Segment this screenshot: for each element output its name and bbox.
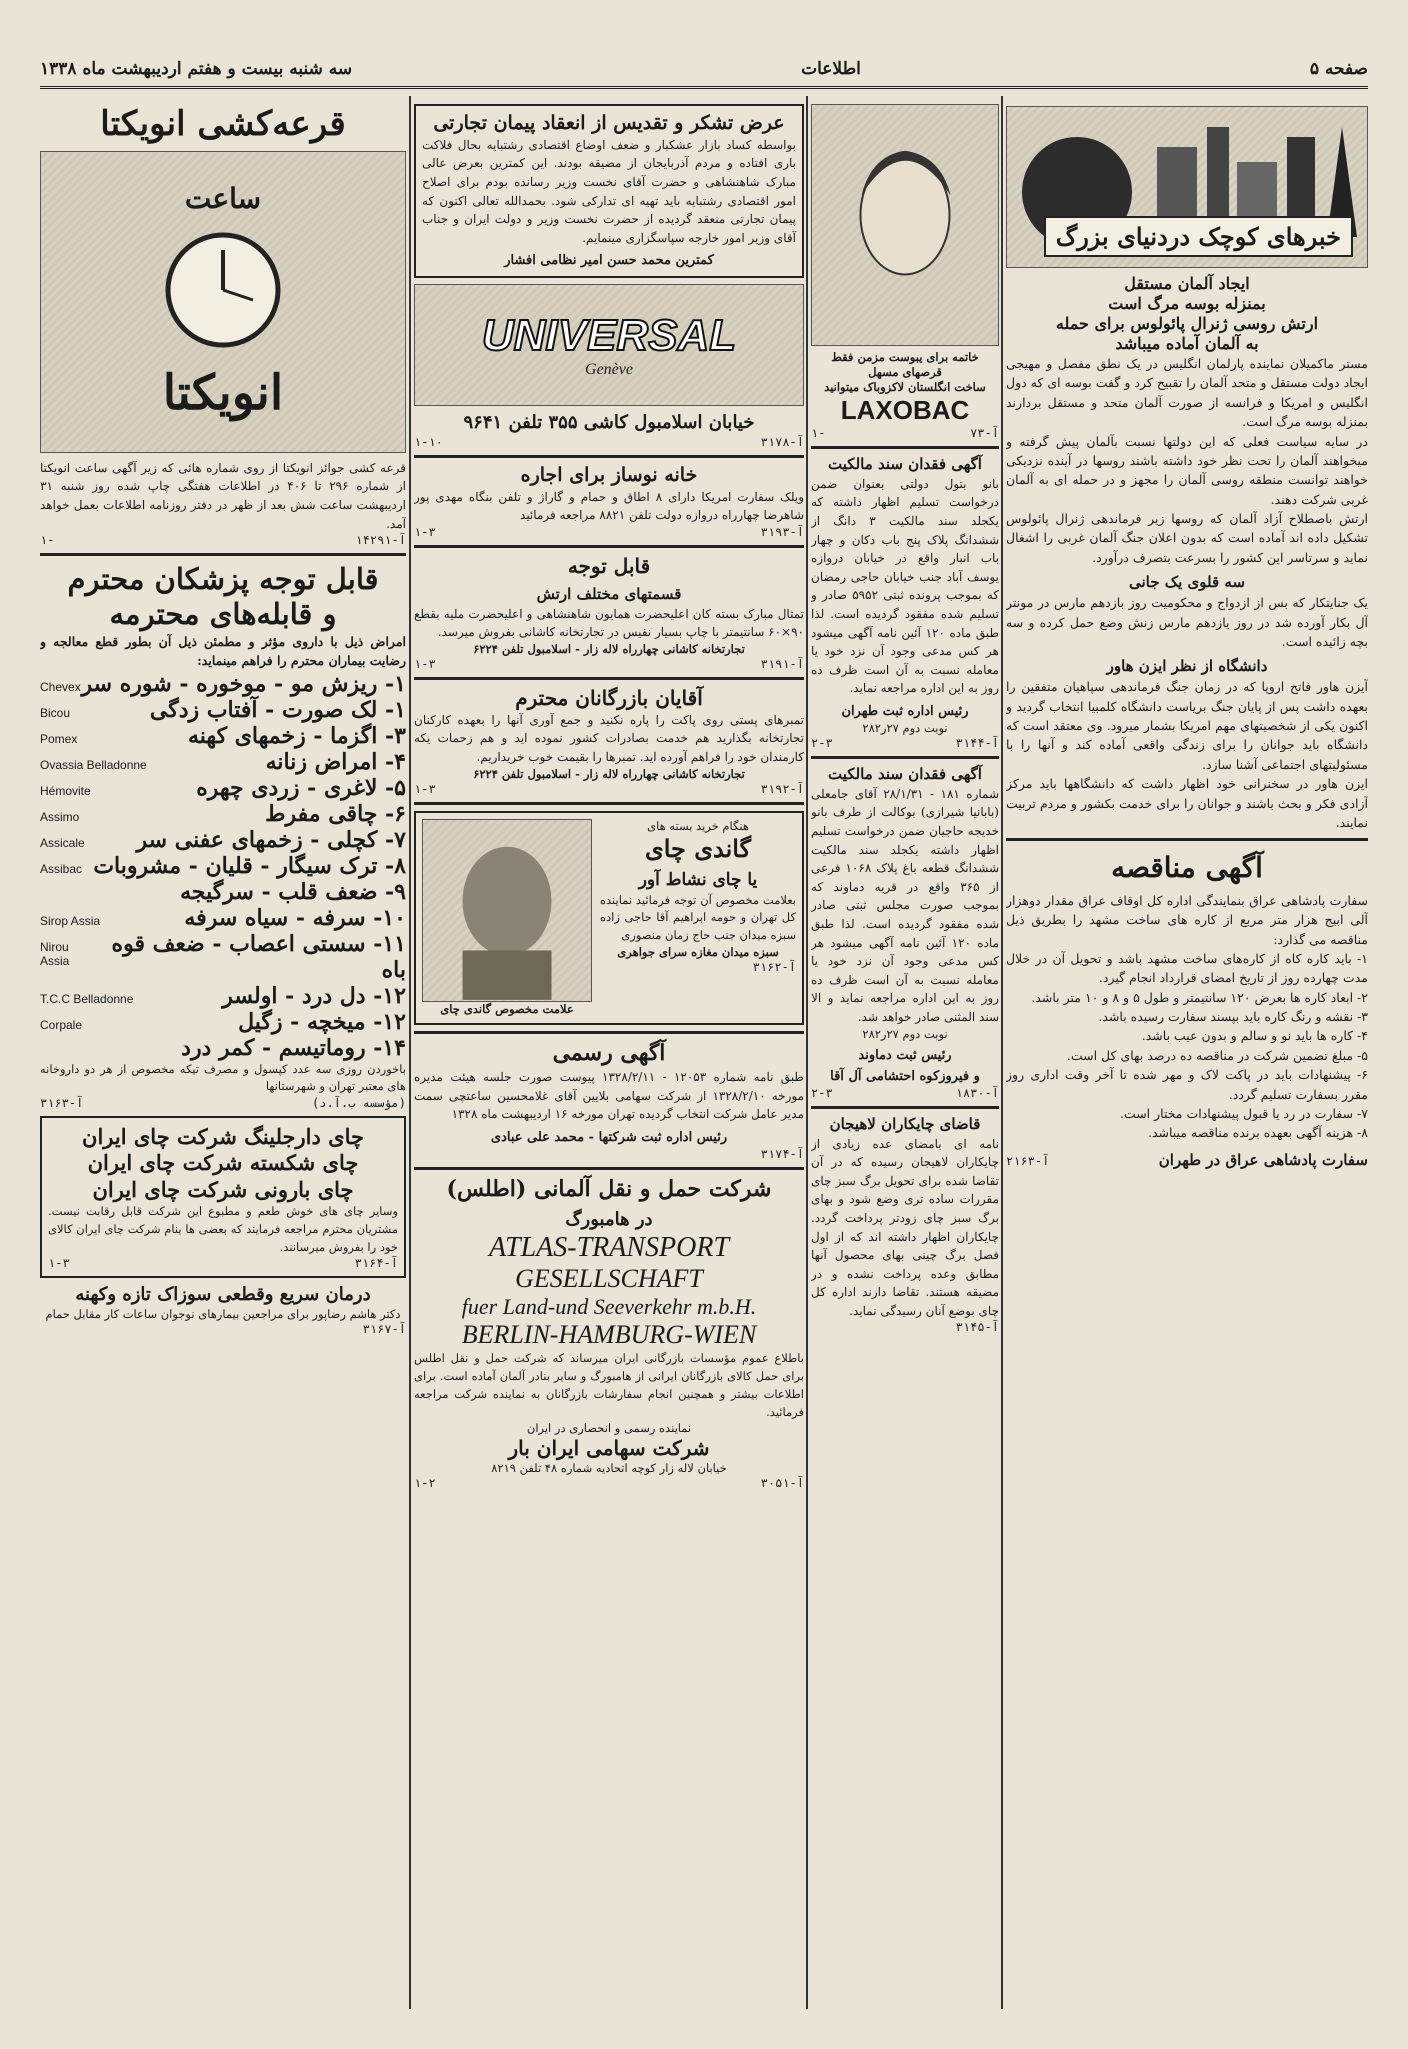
remedy-drug: Pomex xyxy=(40,731,78,746)
tender-clause-2: ۲- ابعاد کاره ها بعرض ۱۲۰ سانتیمتر و طول ۵ و ۸ و ۱۰ متر باشد. xyxy=(1031,989,1368,1005)
loss2-run: ۲-۳ xyxy=(811,1085,833,1100)
atlas-de-2: GESELLSCHAFT xyxy=(515,1264,703,1294)
divider xyxy=(1006,838,1368,841)
page-number: صفحه ۵ xyxy=(1309,59,1368,79)
divider xyxy=(414,455,804,458)
remedy-drug: Nirou Assia xyxy=(40,939,70,968)
remedy-condition: ۷- کچلی - زخمهای عفنی سر xyxy=(136,826,406,853)
atlas-de-4: BERLIN-HAMBURG-WIEN xyxy=(461,1320,757,1350)
divider xyxy=(414,1031,804,1034)
news-banner-title: خبرهای کوچک دردنیای بزرگ xyxy=(1044,216,1353,257)
remedy-item xyxy=(40,1009,406,1035)
news-paragraph-1: مستر ماکمیلان نماینده پارلمان انگلیس در یک نطق مفصل و مهیجی ایجاد دولت مستقل و متحد آلمان را تقبیح کرد و گفت بوسه ای که دول انگلیس و امریکا و فرانسه از صورت آلمان متحد و مستقل بردارند بمنزله بوسه مرگ است. xyxy=(1006,356,1368,430)
laxobac-caption: خاتمه برای یبوست مزمن فقط قرصهای مسهل xyxy=(831,350,979,379)
remedy-condition: ۸- ترک سیگار - قلیان - مشروبات xyxy=(93,852,406,879)
rent-title: خانه نوساز برای اجاره xyxy=(520,463,698,486)
lottery-illustration xyxy=(40,151,406,453)
loss1-title: آگهی فقدان سند مالکیت xyxy=(828,454,982,473)
remedy-condition: ۱- ریزش مو - موخوره - شوره سر xyxy=(81,670,406,697)
news-paragraph-2: در سایه سیاست فعلی که این دولتها نسبت بآلمان پیش گرفته و میخواهند آلمان را تحت نظر خود داشته باشند روسها در آینده نزدیکی خواهند توانست منطقه روسی آلمان را مجهز و در حمله ای به آلمان غربی شرکت دهند. xyxy=(1006,433,1368,507)
tender-clause-7: ۷- سفارت در رد یا قبول پیشنهادات مختار است. xyxy=(1119,1105,1368,1121)
news-subtext-2: آیزن هاور فاتح اروپا که در زمان جنگ فرماندهی سپاهیان متفقین را بعهده داشت پس از پایان جنگ بریاست دانشگاه کلمبیا انتخاب گردید و اکنون یکی از شخصیتهای مهم امریکا بشمار میرود. وی معتقد است که دانشگاه باید جوانان را برای زندگی واقعی آماده کند و آنها را با مسئولیتهای اجتماعی آشنا سازد. xyxy=(1006,679,1368,772)
lottery-code: ۱۴۲۹۱-آ xyxy=(355,533,406,548)
rent-run: ۱-۳ xyxy=(414,524,436,539)
remedy-item xyxy=(40,905,406,931)
army-run: ۱-۳ xyxy=(414,656,436,671)
news-subtext-1: یک جنایتکار که بس از ازدواج و محکومیت روز بازدهم مارس در مونتر آل بکار آورده شد در روز یازدهم مارس زنش وضع حمل کرده و سه بچه زائیده است. xyxy=(1006,595,1368,649)
news-banner-illustration xyxy=(1006,106,1368,268)
lottery-brand: انویکتا xyxy=(162,365,284,422)
gandhi-sub: یا چای نشاط آور xyxy=(638,869,758,890)
column-rule-2 xyxy=(806,96,808,2009)
loss2-signature-2: و فیروزکوه احتشامی آل آقا xyxy=(830,1068,980,1084)
gandhi-pre: هنگام خرید بسته های xyxy=(647,818,749,833)
news-headline-3: ارتش روسی ژنرال پائولوس برای حمله xyxy=(1055,314,1319,333)
news-subtext-3: ایزن هاور در سخنرانی خود اظهار داشت که دانشگاهها باید مرکز آزادی فکر و بحث باشند و جوانان را برای خدمت بکشور و مردم تربیت نمایند. xyxy=(1006,776,1368,830)
wristwatch-icon xyxy=(148,215,298,365)
gandhi-code: ۳۱۶۲-آ xyxy=(752,959,796,974)
remedy-drug: T.C.C Belladonne xyxy=(40,991,134,1006)
lottery-title: قرعه‌کشی انویکتا xyxy=(100,104,346,144)
remedy-item xyxy=(40,827,406,853)
bazaar-code: ۳۱۹۲-آ xyxy=(760,781,804,796)
gandhi-ad xyxy=(414,811,804,1026)
paper-name: اطلاعات xyxy=(801,59,861,79)
divider xyxy=(414,545,804,548)
thanks-title: عرض تشکر و تقدیس از انعقاد پیمان تجارتی xyxy=(433,112,785,134)
atlas-de-1: ATLAS-TRANSPORT xyxy=(488,1232,730,1264)
doctors-org: (مؤسسه ب.آ.د) xyxy=(312,1096,406,1111)
laxobac-caption-2: ساخت انگلستان لاکزوباک میتوانید xyxy=(824,379,986,394)
doctors-title-1: قابل توجه پزشکان محترم xyxy=(67,562,379,597)
doctors-code: ۳۱۶۳-آ xyxy=(40,1096,84,1111)
news-headline-1: ایجاد آلمان مستقل xyxy=(1124,274,1250,293)
hair-text: دکتر هاشم رضاپور برای مراجعین بیمارهای نوجوان ساعات کار مقابل حمام xyxy=(45,1306,401,1321)
official-title: آگهی رسمی xyxy=(552,1040,666,1067)
tender-clause-3: ۳- نقشه و رنگ کاره باید بپسند سفارت رسیده باشد. xyxy=(1098,1009,1368,1025)
remedy-drug: Assibac xyxy=(40,861,83,876)
lahijan-code: ۳۱۴۵-آ xyxy=(955,1320,999,1335)
lahijan-title: قاضای چایکاران لاهیجان xyxy=(829,1114,981,1133)
atlas-text: باطلاع عموم مؤسسات بازرگانی ایران میرساند که شرکت حمل و نقل اطلس برای حمل کالای بازرگانان ایرانی از هامبورگ و سایر بنادر آلمان آماده است. برای اطلاعات بیشتر و همچنین انجام سفارشات بازرگانان به نماینده شرکت مراجعه فرمائید. xyxy=(414,1351,804,1419)
loss2-code: ۱۸۳۰-آ xyxy=(955,1085,999,1100)
universal-ad xyxy=(414,284,804,406)
doctors-title-2: و قابله‌های محترمه xyxy=(109,596,337,631)
remedy-item xyxy=(40,775,406,801)
loss2-date: نوبت دوم ۲۷ر۲۸۲ xyxy=(862,1026,948,1041)
tea-ad xyxy=(40,1116,406,1278)
rent-text: ویلک سفارت امریکا دارای ۸ اطاق و حمام و گاراژ و تلفن بنگاه مهدی پور شاهرضا چهارراه دروازه دولت تلفن ۸۸۲۱ مراجعه فرمائید xyxy=(414,489,804,523)
army-address: تجارتخانه کاشانی چهارراه لاله زار - اسلامبول تلفن ۶۲۲۴ xyxy=(473,641,745,656)
tea-line-3: چای بارونی شرکت چای ایران xyxy=(92,1176,354,1202)
remedy-condition: ۶- چاقی مفرط xyxy=(265,800,406,827)
tea-text: وسایر چای های خوش طعم و مطبوع این شرکت قابل رقابت نیست. مشتریان محترم مراجعه فرمایند که بعضی ها بنام شرکت چای ایران کالای خود را بفروش میرسانند. xyxy=(48,1203,398,1254)
army-text: تمثال مبارک بسته کان اعلیحضرت همایون شاهنشاهی و اعلیحضرت ملیه بقطع ۹۰×۶۰ سانتیمتر با چاپ بسیار نفیس در تجارتخانه کاشانی بفروش میرسد. xyxy=(414,606,804,640)
gandhi-shop: سبزه میدان مغازه سرای جواهری xyxy=(617,944,779,959)
divider xyxy=(414,802,804,805)
tender-code: ۲۱۶۳-آ xyxy=(1006,1153,1050,1168)
atlas-address: خیابان لاله زار کوچه اتحادیه شماره ۴۸ تلفن ۸۲۱۹ xyxy=(491,1461,727,1476)
right-column xyxy=(1006,96,1368,2009)
tender-clause-8: ۸- هزینه آگهی بعهده برنده مناقصه میباشد. xyxy=(1147,1125,1368,1141)
bazaar-address: تجارتخانه کاشانی چهارراه لاله زار - اسلامبول تلفن ۶۲۲۴ xyxy=(473,766,745,781)
remedy-item xyxy=(40,983,406,1009)
remedy-item xyxy=(40,853,406,879)
tea-run: ۱-۳ xyxy=(48,1256,70,1271)
divider xyxy=(414,677,804,680)
remedy-list xyxy=(40,671,406,1061)
army-subtitle: قسمتهای مختلف ارتش xyxy=(536,584,682,603)
laxobac-code: ۷۳-آ xyxy=(970,425,999,440)
gandhi-portrait-icon xyxy=(423,820,591,1002)
army-code: ۳۱۹۱-آ xyxy=(760,656,804,671)
atlas-agent: شرکت سهامی ایران بار xyxy=(508,1436,710,1461)
universal-code: ۳۱۷۸-آ xyxy=(760,434,804,449)
loss1-text: بانو بتول دولتی بعنوان ضمن درخواست تسلیم اظهار داشته که یکجلد سند مالکیت ۳ دانگ از ششدانگ پلاک پنج باب دکان و چهار باب انبار واقع در خیابان دروازه یوسف آباد جنب خیابان حاجی رمضان که بموجب پرونده ثبتی ۵۹۵۲ صادر و تسلیم شده مفقود گردیده است. لذا طبق ماده ۱۲۰ آئین نامه آگهی میشود هر کس مدعی وجود آن نزد خود یا معامله نسبت به آن است ظرف ده روز به این اداره مراجعه نماید. xyxy=(811,476,999,696)
center-right-column xyxy=(811,96,999,2009)
remedy-item xyxy=(40,1035,406,1061)
divider xyxy=(811,756,999,759)
column-rule-1 xyxy=(1001,96,1003,2009)
loss2-signature: رئیس ثبت دماوند xyxy=(858,1047,952,1063)
laxobac-brand: LAXOBAC xyxy=(840,394,970,425)
loss1-code: ۳۱۴۴-آ xyxy=(955,735,999,750)
woman-portrait-icon xyxy=(812,105,998,345)
page-header xyxy=(40,52,1368,89)
thanks-ad xyxy=(414,104,804,278)
bazaar-run: ۱-۳ xyxy=(414,781,436,796)
rent-code: ۳۱۹۳-آ xyxy=(760,524,804,539)
laxobac-run: ۱- xyxy=(811,425,826,440)
thanks-text: بواسطه کساد بازار عشکبار و ضعف اوضاع اقتصادی رشتبایه بحال فلاکت باری افتاده و مردم آذربایجان از مضیقه بودند. این کمترین بعرض عالی مبارک شاهنشاهی و حضرت آقای نخست وزیر رسانده بودم برای اصلاح امور اقتصادی رشتبایه باید تهیه ای تدارکی شود. بحمدالله تعالی اکنون که پیمان تجارتی منعقد گردیده از حضرت نخست وزیر و دولت ایران و جناب آقای وزیر امور خارجه سپاسگزاری مینمایم. xyxy=(422,137,796,245)
tea-line-1: چای دارجلینگ شرکت چای ایران xyxy=(82,1124,364,1150)
loss1-date: نوبت دوم ۲۷ر۲۸۲ xyxy=(862,720,948,735)
army-title: قابل توجه xyxy=(567,553,651,578)
gandhi-brand: گاندی چای xyxy=(644,833,752,863)
remedy-drug: Bicou xyxy=(40,705,71,720)
official-signature: رئیس اداره ثبت شرکتها - محمد علی عبادی xyxy=(490,1129,728,1145)
divider xyxy=(811,446,999,449)
loss1-run: ۲-۳ xyxy=(811,735,833,750)
tender-clause-5: ۵- مبلغ تضمین شرکت در مناقصه ده درصد بهای کل است. xyxy=(1066,1047,1368,1063)
remedy-condition: ۱۰- سرفه - سیاه سرفه xyxy=(184,904,406,931)
tea-line-2: چای شکسته شرکت چای ایران xyxy=(87,1150,359,1176)
universal-address: خیابان اسلامبول کاشی ۳۵۵ تلفن ۹۶۴۱ xyxy=(463,412,755,434)
universal-run: ۱-۱۰ xyxy=(414,434,443,449)
loss2-text: شماره ۱۸۱ - ۲۸/۱/۳۱ آقای جامعلی (بابانیا شیرازی) بوکالت از طرف بانو خدیجه حاجیان ضمن درخواست تسلیم اظهار داشته یکجلد سند مالکیت ششدانگ قطعه باغ پلاک ۱۰۶۸ فرعی از ۳۶۵ واقع در قریه دماوند که بموجب صورت مجلس ثبتی صادر شده مفقود گردیده است. لذا طبق ماده ۱۲۰ آئین نامه آگهی میشود هر کس مدعی وجود آن نزد خود یا معامله نسبت به آن است ظرف ده روز به این اداره مراجعه نماید و الا سند المثنی صادر خواهد شد. xyxy=(811,786,999,1024)
remedy-condition: ۹- ضعف قلب - سرگیجه xyxy=(180,878,406,905)
news-headline-4: به آلمان آماده میباشد xyxy=(1115,334,1259,353)
divider xyxy=(40,553,406,556)
lottery-text: قرعه کشی جوائز انویکتا از روی شماره هائی که زیر آگهی ساعت انویکتا از شماره ۲۹۶ تا ۴۰۶ در اطلاعات هفتگی چاپ شده روز شنبه ۳۱ اردیبهشت ساعت شش بعد از ظهر در دفتر روزنامه اطلاعات بعمل خواهد آمد. xyxy=(40,460,406,531)
loss1-signature: رئیس اداره ثبت طهران xyxy=(841,703,969,719)
doctors-footer: باخوردن روزی سه عدد کپسول و مصرف تیکه مخصوص از هر دو داروخانه های معتبر تهران و شهرستانها xyxy=(40,1061,406,1094)
gandhi-portrait xyxy=(422,819,592,1003)
gandhi-text: بعلامت مخصوص آن توجه فرمائید نماینده کل تهران و حومه ابراهیم آقا حاجی زاده سبزه میدان جنب حاج زمان منصوری xyxy=(600,892,796,943)
remedy-condition: ۵- لاغری - زردی چهره xyxy=(196,774,406,801)
tea-code: ۳۱۶۴-آ xyxy=(354,1256,398,1271)
loss2-title: آگهی فقدان سند مالکیت xyxy=(828,764,982,783)
atlas-code: ۳۰۵۱-آ xyxy=(760,1476,804,1491)
atlas-run: ۱-۲ xyxy=(414,1476,436,1491)
lottery-clock-word: ساعت xyxy=(184,182,262,216)
gandhi-mark: علامت مخصوص گاندی چای xyxy=(440,1002,574,1017)
universal-brand: UNIVERSAL xyxy=(481,311,737,361)
atlas-fa-title: شرکت حمل و نقل آلمانی (اطلس) xyxy=(446,1175,772,1202)
tender-intro: سفارت پادشاهی عراق بنمایندگی اداره کل اوقاف عراق مقدار دوهزار آلی ابیج هزار متر مربع از کاره های ساخت مشهد را بطریق ذیل مناقصه می گذارد: xyxy=(1006,892,1368,947)
divider xyxy=(414,1167,804,1170)
official-code: ۳۱۷۴-آ xyxy=(760,1146,804,1161)
divider xyxy=(811,1106,999,1109)
remedy-condition: ۱- لک صورت - آفتاب زدگی xyxy=(149,696,406,723)
atlas-fa-subtitle: در هامبورگ xyxy=(565,1209,653,1231)
tender-clause-6: ۶- پیشنهادات باید در پاکت لاک و مهر شده تا آخر وقت اداری روز مقرر بسفارت تسلیم گردد. xyxy=(1006,1067,1368,1102)
remedy-drug: Corpale xyxy=(40,1017,83,1032)
doctors-intro: امراض ذیل با داروی مؤثر و مطمئن ذیل آن بطور قطع معالجه و رضایت بیماران محترم را فراهم مینماید: xyxy=(40,633,406,669)
hair-title: درمان سریع وقطعی سوزاک تازه وکهنه xyxy=(75,1284,371,1306)
bazaar-text: تمبرهای پستی روی پاکت را پاره نکنید و جمع آوری آنها را بعهده کارکنان تجارتخانه بگذارید هم خدمت بصادرات کشور نموده اید و هم زحمات یکه کارمندان خود را فراهم آورده اید. تمبرها را بقیمت خوب خریداریم. xyxy=(414,712,804,765)
remedy-drug: Ovassia Belladonne xyxy=(40,757,147,772)
remedy-condition: ۳- اگزما - زخمهای کهنه xyxy=(188,722,406,749)
official-text: طبق نامه شماره ۱۲۰۵۳ - ۱۳۲۸/۲/۱۱ پیوست صورت جلسه هیئت مدیره مورخه ۱۳۲۸/۲/۱۰ از شرکت سهامی بلایین آقای غلامحسین ساعتچی سمت مدیر عامل شرکت انتخاب گردیده تهران مورخه ۱۶ اردیبهشت ماه ۱۳۲۸ xyxy=(414,1069,804,1122)
news-headline-2: بمنزله بوسه مرگ است xyxy=(1108,294,1266,313)
remedy-item xyxy=(40,931,406,983)
remedy-item xyxy=(40,671,406,697)
hair-code: ۳۱۶۷-آ xyxy=(362,1321,406,1336)
lottery-run: ۱- xyxy=(40,533,55,548)
atlas-de-3: fuer Land-und Seeverkehr m.b.H. xyxy=(461,1294,757,1320)
tender-clause-1: ۱- باید کاره کاه از کاره‌های ساخت مشهد باشد و تحویل آن در خلال مدت چهارده روز از تاریخ امضای قرارداد انجام گیرد. xyxy=(1006,950,1368,986)
left-column xyxy=(40,96,406,2009)
remedy-item xyxy=(40,749,406,775)
remedy-condition: ۱۲- میخچه - زگیل xyxy=(238,1008,406,1035)
remedy-item xyxy=(40,723,406,749)
remedy-drug: Chevex xyxy=(40,679,81,694)
remedy-condition: ۱۴- روماتیسم - کمر درد xyxy=(181,1034,406,1061)
tender-title: آگهی مناقصه xyxy=(1111,851,1263,885)
news-paragraph-3: ارتش باصطلاح آزاد آلمان که روسها زیر فرماندهی ژنرال پائولوس تشکیل داده اند آماده است که بدون اعلان جنگ آلمان غربی را اشغال نماید و سرتاسر این کشور را بسرعت بتصرف درآورد. xyxy=(1006,511,1368,565)
news-subhead-2: دانشگاه از نظر ایزن هاور xyxy=(1106,657,1268,676)
lahijan-text: نامه ای بامضای عده زیادی از چایکاران لاهیجان رسیده که در آن تقاضا شده برای تحویل برگ سبز چای مقررات ساده تری وضع شود و بهای برگ سبز چای زودتر پرداخت گردد. چایکاران اظهار داشته اند که از اول فصل برگ چینی بهای محصول آنها مطابق وعده پرداخت نشده و در مضیقه هستند. تقاضا دارند اداره کل چای بوضع آنان رسیدگی نماید. xyxy=(811,1136,999,1318)
remedy-drug: Assimo xyxy=(40,809,80,824)
remedy-condition: ۴- امراض زنانه xyxy=(265,748,406,775)
remedy-condition: ۱۱- سستی اعصاب - ضعف قوه باه xyxy=(111,930,406,983)
remedy-drug: Assicale xyxy=(40,835,85,850)
tender-clause-4: ۴- کاره ها باید نو و سالم و بدون عیب باشد. xyxy=(1141,1028,1368,1044)
remedy-condition: ۱۲- دل درد - اولسر xyxy=(222,982,406,1009)
tender-signature: سفارت پادشاهی عراق در طهران xyxy=(1158,1150,1368,1169)
remedy-item xyxy=(40,801,406,827)
remedy-item xyxy=(40,879,406,905)
remedy-drug: Hémovite xyxy=(40,783,91,798)
center-left-column xyxy=(414,96,804,2009)
thanks-signature: کمترین محمد حسن امیر نظامی افشار xyxy=(504,253,714,269)
laxobac-illustration xyxy=(811,104,999,346)
atlas-agent-pre: نماینده رسمی و انحصاری در ایران xyxy=(526,1421,692,1436)
universal-sub: Genève xyxy=(585,361,633,379)
issue-date: سه شنبه بیست و هفتم اردیبهشت ماه ۱۳۳۸ xyxy=(40,59,353,79)
remedy-drug: Sirop Assia xyxy=(40,913,101,928)
news-subhead-1: سه قلوی یک جانی xyxy=(1128,573,1246,592)
bazaar-title: آقایان بازرگانان محترم xyxy=(515,685,703,710)
column-rule-3 xyxy=(409,96,411,2009)
remedy-item xyxy=(40,697,406,723)
